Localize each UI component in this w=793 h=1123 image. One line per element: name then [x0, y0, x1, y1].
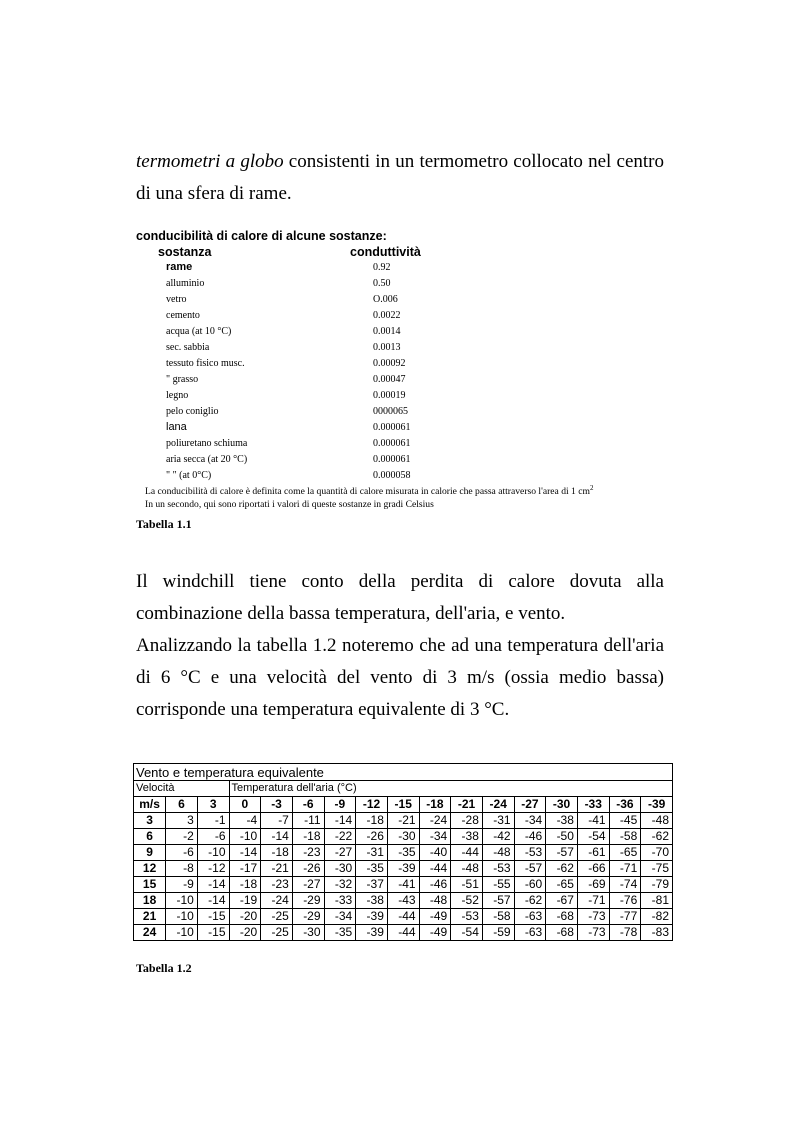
table-row: [134, 829, 673, 845]
temperature-header: 3: [197, 797, 229, 813]
equivalent-temp-cell: -38: [451, 829, 483, 845]
equivalent-temp-cell: -30: [324, 861, 356, 877]
note-line-1-text: La conducibilità di calore è definita come la quantità di calore misurata in calorie che passa attraverso l'area di 1 cm: [145, 486, 590, 498]
equivalent-temp-cell: -57: [546, 845, 578, 861]
temperature-header: -27: [514, 797, 546, 813]
equivalent-temp-cell: -74: [609, 877, 641, 893]
equivalent-temp-cell: -37: [356, 877, 388, 893]
conductivity-row: [166, 372, 466, 388]
equivalent-temp-cell: -26: [356, 829, 388, 845]
substance-name: legno: [166, 390, 189, 401]
equivalent-temp-cell: -10: [166, 909, 198, 925]
conductivity-row: [166, 404, 466, 420]
equivalent-temp-cell: -67: [546, 893, 578, 909]
equivalent-temp-cell: -14: [324, 813, 356, 829]
equivalent-temp-cell: -27: [324, 845, 356, 861]
equivalent-temp-cell: -53: [514, 845, 546, 861]
equivalent-temp-cell: -48: [482, 845, 514, 861]
conductivity-note: [145, 482, 593, 511]
equivalent-temp-cell: -73: [577, 925, 609, 941]
equivalent-temp-cell: -17: [229, 861, 261, 877]
table-caption-2: Tabella 1.2: [136, 961, 192, 975]
equivalent-temp-cell: -39: [387, 861, 419, 877]
conductivity-value: 0.0013: [373, 342, 401, 353]
equivalent-temp-cell: -63: [514, 909, 546, 925]
conductivity-title: conducibilità di calore di alcune sostanze:: [136, 229, 387, 243]
equivalent-temp-cell: -41: [577, 813, 609, 829]
equivalent-temp-cell: -65: [546, 877, 578, 893]
table-row: [134, 909, 673, 925]
equivalent-temp-cell: -39: [356, 909, 388, 925]
conductivity-row: [166, 324, 466, 340]
equivalent-temp-cell: -42: [482, 829, 514, 845]
equivalent-temp-cell: -83: [641, 925, 673, 941]
conductivity-row: [166, 356, 466, 372]
equivalent-temp-cell: -30: [387, 829, 419, 845]
equivalent-temp-cell: -15: [197, 909, 229, 925]
equivalent-temp-cell: -14: [229, 845, 261, 861]
windchill-line-4: di 6 °C e una velocità del vento di 3 m/s (ossia medio bassa): [136, 667, 664, 688]
windchill-line-2: combinazione della bassa temperatura, dell'aria, e vento.: [136, 603, 566, 624]
equivalent-temp-cell: -6: [197, 829, 229, 845]
conductivity-row: [166, 292, 466, 308]
equivalent-temp-cell: -15: [197, 925, 229, 941]
equivalent-temp-cell: -82: [641, 909, 673, 925]
temperature-header: 6: [166, 797, 198, 813]
conductivity-row: [166, 420, 466, 436]
equivalent-temp-cell: -6: [166, 845, 198, 861]
equivalent-temp-cell: -71: [609, 861, 641, 877]
temperature-header: -21: [451, 797, 483, 813]
temperature-label: Temperatura dell'aria (°C): [229, 781, 672, 797]
conductivity-row: [166, 276, 466, 292]
conductivity-value: 0.000061: [373, 422, 411, 433]
windchill-header-row: [134, 797, 673, 813]
equivalent-temp-cell: -69: [577, 877, 609, 893]
intro-paragraph: [136, 146, 664, 210]
windchill-paragraph: [136, 566, 664, 726]
equivalent-temp-cell: -53: [482, 861, 514, 877]
equivalent-temp-cell: -70: [641, 845, 673, 861]
equivalent-temp-cell: -7: [261, 813, 293, 829]
conductivity-col-value: conduttività: [350, 245, 421, 259]
conductivity-row: [166, 436, 466, 452]
equivalent-temp-cell: -60: [514, 877, 546, 893]
equivalent-temp-cell: -49: [419, 925, 451, 941]
velocity-cell: 3: [134, 813, 166, 829]
equivalent-temp-cell: -34: [324, 909, 356, 925]
table-row: [134, 861, 673, 877]
equivalent-temp-cell: -14: [197, 893, 229, 909]
equivalent-temp-cell: -29: [292, 909, 324, 925]
equivalent-temp-cell: -9: [166, 877, 198, 893]
equivalent-temp-cell: -35: [324, 925, 356, 941]
temperature-header: -9: [324, 797, 356, 813]
equivalent-temp-cell: -38: [546, 813, 578, 829]
conductivity-value: 0.92: [373, 262, 391, 273]
conductivity-row: [166, 260, 466, 276]
windchill-line-5: corrisponde una temperatura equivalente di 3 °C.: [136, 699, 510, 720]
equivalent-temp-cell: -68: [546, 925, 578, 941]
substance-name: rame: [166, 261, 193, 273]
equivalent-temp-cell: -35: [356, 861, 388, 877]
substance-name: lana: [166, 421, 187, 433]
conductivity-value: 0.000061: [373, 454, 411, 465]
conductivity-value: O.006: [373, 294, 398, 305]
temperature-header: -12: [356, 797, 388, 813]
emphasis-text: termometri a globo: [136, 151, 284, 172]
equivalent-temp-cell: -53: [451, 909, 483, 925]
windchill-table-title: Vento e temperatura equivalente: [134, 764, 673, 781]
conductivity-value: 0.00092: [373, 358, 406, 369]
equivalent-temp-cell: -26: [292, 861, 324, 877]
equivalent-temp-cell: -43: [387, 893, 419, 909]
equivalent-temp-cell: -44: [419, 861, 451, 877]
substance-name: pelo coniglio: [166, 406, 219, 417]
equivalent-temp-cell: -55: [482, 877, 514, 893]
equivalent-temp-cell: -25: [261, 909, 293, 925]
equivalent-temp-cell: -63: [514, 925, 546, 941]
equivalent-temp-cell: -33: [324, 893, 356, 909]
equivalent-temp-cell: -22: [324, 829, 356, 845]
equivalent-temp-cell: -20: [229, 925, 261, 941]
conductivity-value: 0000065: [373, 406, 408, 417]
equivalent-temp-cell: -49: [419, 909, 451, 925]
conductivity-row: [166, 388, 466, 404]
equivalent-temp-cell: -21: [261, 861, 293, 877]
equivalent-temp-cell: -52: [451, 893, 483, 909]
substance-name: poliuretano schiuma: [166, 438, 248, 449]
equivalent-temp-cell: -35: [387, 845, 419, 861]
equivalent-temp-cell: -76: [609, 893, 641, 909]
equivalent-temp-cell: -68: [546, 909, 578, 925]
substance-name: acqua (at 10 °C): [166, 326, 232, 337]
temperature-header: -3: [261, 797, 293, 813]
equivalent-temp-cell: -44: [451, 845, 483, 861]
velocity-cell: 12: [134, 861, 166, 877]
equivalent-temp-cell: -14: [261, 829, 293, 845]
equivalent-temp-cell: -34: [514, 813, 546, 829]
equivalent-temp-cell: -18: [261, 845, 293, 861]
windchill-table: [133, 763, 673, 941]
equivalent-temp-cell: -71: [577, 893, 609, 909]
equivalent-temp-cell: -48: [451, 861, 483, 877]
unit-header: m/s: [134, 797, 166, 813]
intro-line-1-rest: consistenti in un termometro collocato nel centro: [283, 151, 664, 172]
equivalent-temp-cell: -14: [197, 877, 229, 893]
temperature-header: -6: [292, 797, 324, 813]
note-line-1: [145, 482, 593, 498]
conductivity-row: [166, 340, 466, 356]
conductivity-value: 0.00047: [373, 374, 406, 385]
equivalent-temp-cell: -11: [292, 813, 324, 829]
equivalent-temp-cell: -23: [261, 877, 293, 893]
equivalent-temp-cell: -4: [229, 813, 261, 829]
temperature-header: -30: [546, 797, 578, 813]
equivalent-temp-cell: -57: [514, 861, 546, 877]
equivalent-temp-cell: -61: [577, 845, 609, 861]
equivalent-temp-cell: -46: [419, 877, 451, 893]
equivalent-temp-cell: -39: [356, 925, 388, 941]
substance-name: " grasso: [166, 374, 199, 385]
windchill-line-3: Analizzando la tabella 1.2 noteremo che ad una temperatura dell'aria: [136, 635, 664, 656]
equivalent-temp-cell: -24: [419, 813, 451, 829]
substance-name: tessuto fisico musc.: [166, 358, 245, 369]
note-line-2: In un secondo, qui sono riportati i valori di queste sostanze in gradi Celsius: [145, 499, 434, 511]
equivalent-temp-cell: -58: [609, 829, 641, 845]
equivalent-temp-cell: -62: [514, 893, 546, 909]
substance-name: vetro: [166, 294, 187, 305]
equivalent-temp-cell: -25: [261, 925, 293, 941]
equivalent-temp-cell: -24: [261, 893, 293, 909]
velocity-label: Velocità: [134, 781, 230, 797]
intro-line-2: di una sfera di rame.: [136, 183, 292, 204]
equivalent-temp-cell: -77: [609, 909, 641, 925]
equivalent-temp-cell: -44: [387, 909, 419, 925]
equivalent-temp-cell: -46: [514, 829, 546, 845]
velocity-cell: 21: [134, 909, 166, 925]
equivalent-temp-cell: -41: [387, 877, 419, 893]
substance-name: cemento: [166, 310, 200, 321]
equivalent-temp-cell: -40: [419, 845, 451, 861]
equivalent-temp-cell: -58: [482, 909, 514, 925]
equivalent-temp-cell: -21: [387, 813, 419, 829]
velocity-cell: 6: [134, 829, 166, 845]
equivalent-temp-cell: -45: [609, 813, 641, 829]
equivalent-temp-cell: -10: [166, 925, 198, 941]
velocity-cell: 24: [134, 925, 166, 941]
table-row: [134, 893, 673, 909]
velocity-cell: 15: [134, 877, 166, 893]
equivalent-temp-cell: -18: [229, 877, 261, 893]
equivalent-temp-cell: -8: [166, 861, 198, 877]
equivalent-temp-cell: -48: [641, 813, 673, 829]
conductivity-value: 0.0014: [373, 326, 401, 337]
equivalent-temp-cell: -29: [292, 893, 324, 909]
equivalent-temp-cell: -62: [641, 829, 673, 845]
equivalent-temp-cell: -27: [292, 877, 324, 893]
equivalent-temp-cell: -30: [292, 925, 324, 941]
equivalent-temp-cell: -62: [546, 861, 578, 877]
equivalent-temp-cell: -51: [451, 877, 483, 893]
equivalent-temp-cell: -23: [292, 845, 324, 861]
substance-name: alluminio: [166, 278, 205, 289]
temperature-header: -15: [387, 797, 419, 813]
conductivity-row: [166, 452, 466, 468]
conductivity-row: [166, 308, 466, 324]
table-row: [134, 845, 673, 861]
conductivity-value: 0.000058: [373, 470, 411, 481]
equivalent-temp-cell: -79: [641, 877, 673, 893]
equivalent-temp-cell: -73: [577, 909, 609, 925]
equivalent-temp-cell: -31: [356, 845, 388, 861]
equivalent-temp-cell: -54: [451, 925, 483, 941]
windchill-line-1: Il windchill tiene conto della perdita di calore dovuta alla: [136, 571, 664, 592]
conductivity-value: 0.000061: [373, 438, 411, 449]
equivalent-temp-cell: -20: [229, 909, 261, 925]
equivalent-temp-cell: -59: [482, 925, 514, 941]
table-row: [134, 877, 673, 893]
table-row: [134, 925, 673, 941]
note-superscript: 2: [589, 484, 594, 492]
temperature-header: -18: [419, 797, 451, 813]
equivalent-temp-cell: -2: [166, 829, 198, 845]
equivalent-temp-cell: -32: [324, 877, 356, 893]
equivalent-temp-cell: -10: [197, 845, 229, 861]
substance-name: " " (at 0°C): [166, 470, 212, 481]
equivalent-temp-cell: -38: [356, 893, 388, 909]
table-caption-1: Tabella 1.1: [136, 517, 192, 531]
equivalent-temp-cell: -50: [546, 829, 578, 845]
equivalent-temp-cell: -57: [482, 893, 514, 909]
equivalent-temp-cell: -78: [609, 925, 641, 941]
equivalent-temp-cell: -18: [356, 813, 388, 829]
intro-line-1: [136, 146, 664, 178]
velocity-cell: 18: [134, 893, 166, 909]
equivalent-temp-cell: -66: [577, 861, 609, 877]
temperature-header: -24: [482, 797, 514, 813]
equivalent-temp-cell: -34: [419, 829, 451, 845]
equivalent-temp-cell: -75: [641, 861, 673, 877]
equivalent-temp-cell: -1: [197, 813, 229, 829]
conductivity-table: [166, 260, 466, 484]
equivalent-temp-cell: -10: [166, 893, 198, 909]
table-row: [134, 813, 673, 829]
equivalent-temp-cell: -10: [229, 829, 261, 845]
conductivity-value: 0.00019: [373, 390, 406, 401]
conductivity-value: 0.50: [373, 278, 391, 289]
equivalent-temp-cell: -65: [609, 845, 641, 861]
substance-name: sec. sabbia: [166, 342, 210, 353]
equivalent-temp-cell: -81: [641, 893, 673, 909]
substance-name: aria secca (at 20 °C): [166, 454, 248, 465]
equivalent-temp-cell: -19: [229, 893, 261, 909]
temperature-header: 0: [229, 797, 261, 813]
equivalent-temp-cell: -12: [197, 861, 229, 877]
equivalent-temp-cell: -44: [387, 925, 419, 941]
temperature-header: -36: [609, 797, 641, 813]
temperature-header: -39: [641, 797, 673, 813]
velocity-cell: 9: [134, 845, 166, 861]
equivalent-temp-cell: 3: [166, 813, 198, 829]
temperature-header: -33: [577, 797, 609, 813]
equivalent-temp-cell: -48: [419, 893, 451, 909]
equivalent-temp-cell: -28: [451, 813, 483, 829]
equivalent-temp-cell: -31: [482, 813, 514, 829]
equivalent-temp-cell: -18: [292, 829, 324, 845]
conductivity-value: 0.0022: [373, 310, 401, 321]
conductivity-col-substance: sostanza: [158, 245, 212, 259]
equivalent-temp-cell: -54: [577, 829, 609, 845]
